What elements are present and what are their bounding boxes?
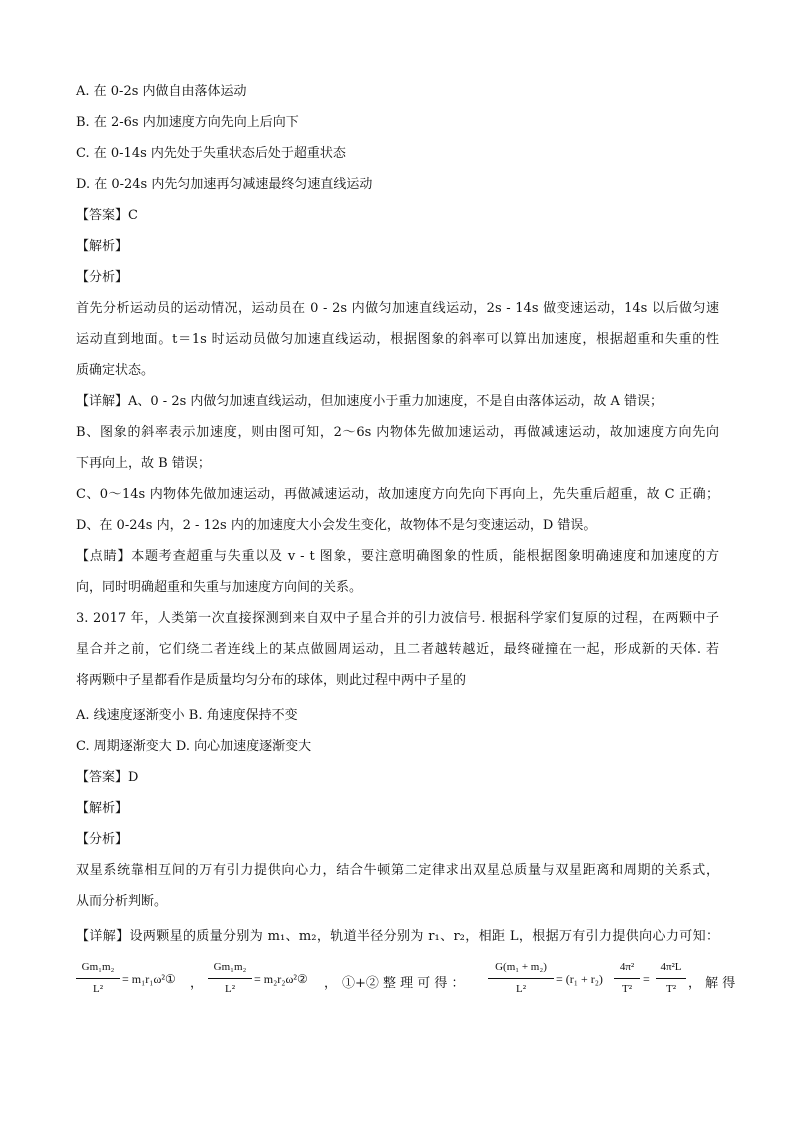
fraction-denominator: L² — [224, 983, 236, 995]
fraction-four-pi-squared — [614, 961, 640, 1005]
fraction-bar — [488, 978, 554, 979]
fraction-denominator: L² — [515, 983, 527, 995]
question-3-stem: 3. 2017 年，人类第一次直接探测到来自双中子星合并的引力波信号. 根据科学家们复原的过程，在两颗中子 — [76, 611, 719, 626]
fraction-bar — [656, 978, 686, 979]
fraction-numerator: G(m₁ + m₂) — [495, 961, 547, 973]
answer-label: 【答案】D — [76, 770, 139, 785]
equation-rhs-2: = m₂r₂ω²② — [254, 972, 308, 986]
equals-sign: = — [643, 972, 650, 986]
question-3-options-cd: C. 周期逐渐变大 D. 向心加速度逐渐变大 — [76, 739, 312, 754]
detail-paragraph-line: 下再向上，故 B 错误； — [76, 456, 211, 471]
equation-mid-text: ①+② 整 理 可 得 ： — [342, 976, 465, 991]
key-point-line: 【点睛】本题考查超重与失重以及 v - t 图象，要注意明确图象的性质，能根据图象明确速度和加速度的方 — [76, 549, 719, 564]
key-point-line: 向，同时明确超重和失重与加速度方向间的关系。 — [76, 580, 363, 595]
detail-paragraph-line: D、在 0-24s 内，2 - 12s 内的加速度大小会发生变化，故物体不是匀变速运动，D 错误。 — [76, 518, 597, 533]
analysis-paragraph-line: 双星系统靠相互间的万有引力提供向心力，结合牛顿第二定律求出双星总质量与双星距离和周期的关系式， — [76, 863, 719, 878]
detail-paragraph-line: B、图象的斜率表示加速度，则由图可知，2～6s 内物体先做加速运动，再做减速运动，故加速度方向先向 — [76, 425, 719, 440]
fraction-numerator: 4π²L — [660, 961, 682, 973]
fraction-total-mass — [488, 961, 554, 1005]
fraction-numerator: Gm₁m₂ — [81, 961, 115, 973]
detail-paragraph-line: C、0～14s 内物体先做加速运动，再做减速运动，故加速度方向先向下再向上，先失重后超重，故 C 正确； — [76, 487, 719, 502]
fraction-denominator: L² — [92, 983, 104, 995]
option-b: B. 在 2-6s 内加速度方向先向上后向下 — [76, 115, 299, 130]
equation-separator: ， — [324, 975, 338, 990]
fraction-four-pi-squared-l — [656, 961, 686, 1005]
equation-tail: ， 解 得 — [688, 976, 736, 991]
fraction-bar — [76, 978, 120, 979]
analysis-subheading: 【分析】 — [76, 270, 129, 285]
question-3-stem: 将两颗中子星都看作是质量均匀分布的球体，则此过程中两中子星的 — [76, 673, 467, 688]
fraction-denominator: T² — [665, 983, 677, 995]
analysis-paragraph-line: 从而分析判断。 — [76, 894, 168, 909]
analysis-paragraph-line: 质确定状态。 — [76, 363, 155, 378]
analysis-subheading: 【分析】 — [76, 832, 129, 847]
equation-rhs-1: = m₁r₁ω²① — [122, 972, 176, 986]
option-d: D. 在 0-24s 内先匀加速再匀减速最终匀速直线运动 — [76, 177, 373, 192]
option-c: C. 在 0-14s 内先处于失重状态后处于超重状态 — [76, 146, 346, 161]
fraction-numerator: 4π² — [619, 961, 635, 973]
fraction-numerator: Gm₁m₂ — [213, 961, 247, 973]
fraction-bar — [614, 978, 640, 979]
fraction-gravity-1 — [76, 961, 120, 1005]
analysis-heading: 【解析】 — [76, 801, 129, 816]
analysis-paragraph-line: 首先分析运动员的运动情况，运动员在 0 - 2s 内做匀加速直线运动，2s - 14s 做变速运动，14s 以后做匀速 — [76, 301, 719, 316]
fraction-bar — [208, 978, 252, 979]
detail-paragraph-line: 【详解】A、0 - 2s 内做匀加速直线运动，但加速度小于重力加速度，不是自由落体运动，故 A 错误； — [76, 394, 664, 409]
fraction-gravity-2 — [208, 961, 252, 1005]
option-a: A. 在 0-2s 内做自由落体运动 — [76, 84, 247, 99]
answer-label: 【答案】C — [76, 208, 138, 223]
equation-separator: ， — [190, 975, 204, 990]
analysis-paragraph-line: 运动直到地面。t＝1s 时运动员做匀加速直线运动，根据图象的斜率可以算出加速度，根据超重和失重的性 — [76, 332, 719, 347]
fraction-denominator: T² — [621, 983, 633, 995]
equation-mid: = (r₁ + r₂) — [556, 972, 603, 986]
question-3-options-ab: A. 线速度逐渐变小 B. 角速度保持不变 — [76, 708, 298, 723]
question-3-stem: 星合并之前，它们绕二者连线上的某点做圆周运动，且二者越转越近，最终碰撞在一起，形成新的天体. 若 — [76, 642, 719, 657]
detail-paragraph-line: 【详解】设两颗星的质量分别为 m₁、m₂，轨道半径分别为 r₁、r₂，相距 L，根据万有引力提供向心力可知： — [76, 929, 719, 944]
analysis-heading: 【解析】 — [76, 239, 129, 254]
